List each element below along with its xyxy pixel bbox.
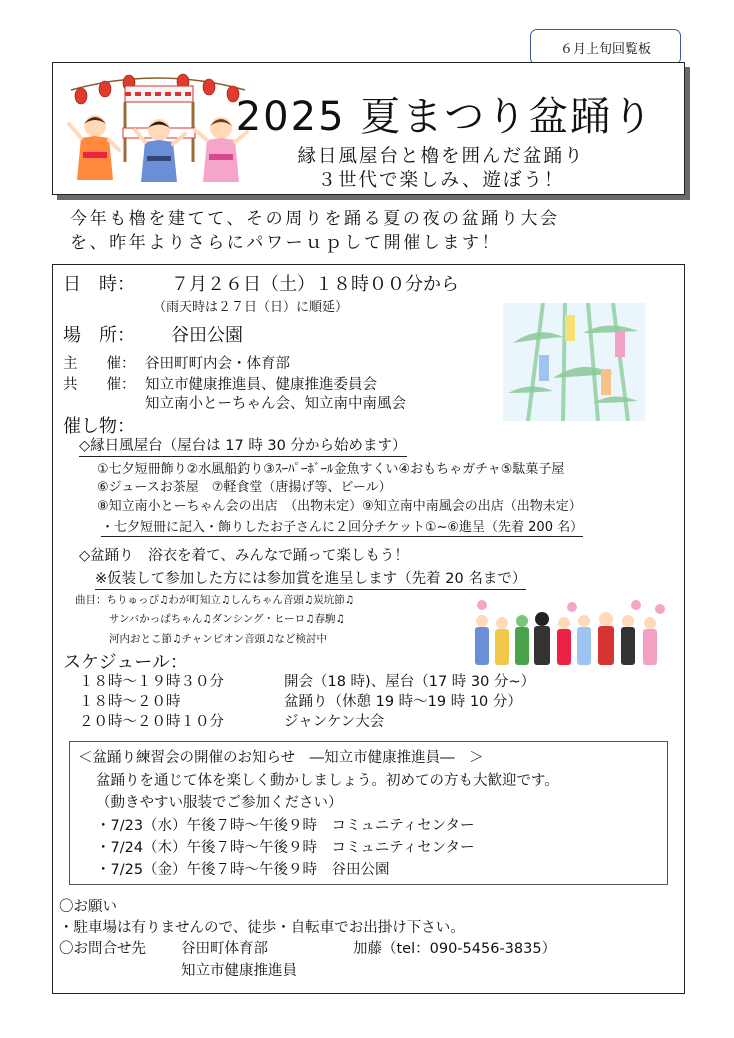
details-box (52, 264, 685, 994)
stall-item: ⑥ジュースお茶屋 ⑦軽食堂（唐揚げ等、ビール） (97, 480, 392, 495)
datetime-value: ７月２６日（土）１８時００分から (171, 274, 459, 295)
schedule-event: ジャンケン大会 (284, 714, 385, 730)
cohost-value: 知立市健康推進員、健康推進委員会 (145, 377, 377, 393)
host-value: 谷田町町内会・体育部 (145, 356, 290, 372)
rain-date-note: （雨天時は２７日（日）に順延） (153, 300, 349, 315)
songs-line: 河内おとこ節♫チャンピオン音頭♫など検討中 (109, 633, 328, 645)
request-text: ・駐車場は有りませんので、徒歩・自転車でお出掛け下さい。 (59, 920, 465, 936)
tanabata-bamboo-illustration (503, 303, 645, 421)
costume-note: ※仮装して参加した方には参加賞を進呈します（先着 20 名まで） (95, 567, 526, 590)
ticket-note: ・七夕短冊に記入・飾りしたお子さんに２回分チケット①~⑥進呈（先着 200 名） (101, 516, 583, 537)
stall-item: ⑧知立南小とーちゃん会の出店 （出物未定）⑨知立南中南風会の出店（出物未定） (97, 499, 582, 514)
schedule-label: スケジュール： (63, 652, 188, 673)
contact-org: 谷田町体育部 (181, 941, 268, 957)
cohost-value: 知立南小とーちゃん会、知立南中南風会 (145, 396, 406, 412)
practice-line: 盆踊りを通じて体を楽しく動かしましょう。初めての方も大歓迎です。 (96, 773, 559, 789)
intro-line: 今年も櫓を建てて、その周りを踊る夏の夜の盆踊り大会 (70, 209, 560, 229)
stalls-heading: ◇縁日風屋台（屋台は 17 時 30 分から始めます） (79, 434, 407, 457)
intro-text (70, 207, 690, 255)
cohost-label: 共 催： (63, 377, 136, 393)
subtitle-line: 縁日風屋台と櫓を囲んだ盆踊り (297, 146, 585, 167)
schedule-time: １８時～１９時３０分 (79, 674, 224, 690)
practice-line: （動きやすい服装でご参加ください） (96, 795, 343, 811)
bon-heading: ◇盆踊り 浴衣を着て、みんなで踊って楽しもう！ (79, 548, 409, 564)
place-value: 谷田公園 (171, 325, 243, 346)
songs-line: 曲目：ちりゅっぴ♫わが町知立♫しんちゃん音頭♫炭坑節♫ (75, 594, 355, 606)
place-label: 場 所： (63, 325, 135, 346)
events-label: 催し物： (63, 416, 135, 437)
practice-session: ・7/24（木）午後７時～午後９時 コミュニティセンター (96, 840, 475, 856)
datetime-label: 日 時： (63, 274, 135, 295)
contact-person: 加藤（tel：090-5456-3835） (353, 941, 557, 957)
subtitle (251, 145, 631, 193)
header-box (52, 62, 685, 195)
contact-org: 知立市健康推進員 (181, 963, 297, 979)
schedule-event: 開会（18 時)、屋台（17 時 30 分~） (284, 674, 536, 690)
page-title: 2025 夏まつり盆踊り (235, 94, 655, 140)
subtitle-line: ３世代で楽しみ、遊ぼう！ (317, 170, 565, 191)
request-label: 〇お願い (59, 899, 117, 915)
practice-notice-box (69, 741, 668, 885)
host-label: 主 催： (63, 356, 136, 372)
schedule-time: ２０時～２０時１０分 (79, 714, 224, 730)
bon-odori-crowd-illustration (468, 599, 668, 673)
practice-session: ・7/25（金）午後７時～午後９時 谷田公園 (96, 862, 390, 878)
stall-item: ①七夕短冊飾り②水風船釣り③ｽｰﾊﾟｰﾎﾞｰﾙ金魚すくい④おもちゃガチャ⑤駄菓子屋 (97, 462, 565, 477)
circular-badge: ６月上旬回覧板 (530, 29, 681, 65)
practice-title: ＜盆踊り練習会の開催のお知らせ ―知立市健康推進員― ＞ (78, 750, 484, 766)
schedule-time: １８時～２０時 (79, 694, 181, 710)
practice-session: ・7/23（水）午後７時～午後９時 コミュニティセンター (96, 818, 475, 834)
contact-label: 〇お問合せ先 (59, 941, 146, 957)
schedule-event: 盆踊り（休憩 19 時～19 時 10 分） (284, 694, 522, 710)
intro-line: を、昨年よりさらにパワーｕｐして開催します！ (70, 233, 502, 253)
songs-line: サンバかっぱちゃん♫ダンシング・ヒーロ♫春駒♫ (109, 613, 345, 625)
